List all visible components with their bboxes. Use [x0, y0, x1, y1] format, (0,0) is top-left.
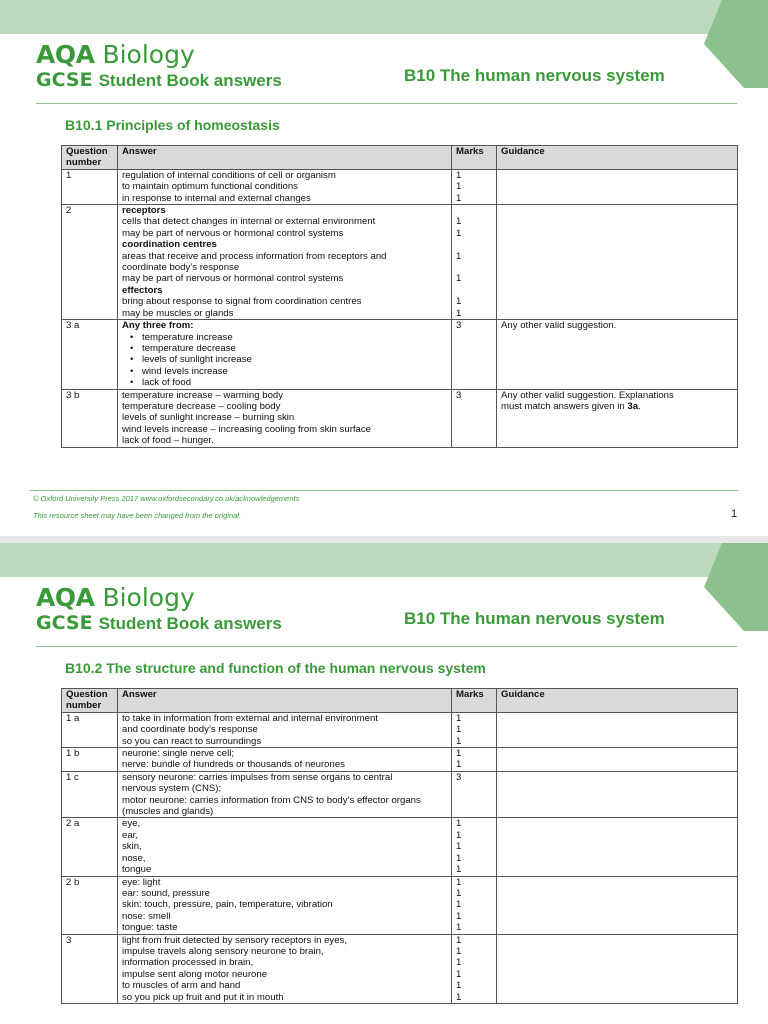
answer-line: to take in information from external and internal environment: [122, 712, 378, 724]
mark-value: 1: [456, 829, 462, 841]
column-header-answer: Answer: [118, 689, 452, 713]
brand-logo: [36, 583, 282, 634]
marks-cell: [452, 320, 497, 389]
brand-gcse: GCSE: [36, 612, 93, 634]
header-corner-tab: [704, 543, 768, 631]
column-header-guidance: Guidance: [497, 689, 738, 713]
column-header-marks: Marks: [452, 689, 497, 713]
table-row: [62, 934, 738, 1003]
mark-value: 1: [456, 307, 462, 319]
answer-line: sensory neurone: carries impulses from sense organs to central: [122, 771, 393, 783]
guidance-cell: [497, 169, 738, 204]
bullet-item: • levels of sunlight increase: [122, 354, 447, 365]
answer-line: ear: sound, pressure: [122, 887, 210, 899]
answer-cell: [118, 712, 452, 747]
question-number: 2 a: [62, 818, 118, 876]
brand-aqa: AQA: [36, 40, 95, 69]
table-row: [62, 712, 738, 747]
guidance-cell: [497, 934, 738, 1003]
marks-cell: [452, 389, 497, 447]
guidance-cell: [497, 876, 738, 934]
guidance-cell: [497, 389, 738, 447]
answer-line: information processed in brain,: [122, 957, 254, 969]
guidance-cell: [497, 712, 738, 747]
answer-line: (muscles and glands): [122, 806, 214, 818]
table-row: [62, 818, 738, 876]
answer-line: nose,: [122, 852, 146, 864]
answer-cell: [118, 934, 452, 1003]
answer-line: so you can react to surroundings: [122, 735, 262, 747]
mark-value: 1: [456, 910, 462, 922]
mark-value: 1: [456, 945, 462, 957]
answer-line: may be part of nervous or hormonal control systems: [122, 273, 344, 285]
answer-line: regulation of internal conditions of cell or organism: [122, 169, 336, 181]
chapter-title: B10 The human nervous system: [404, 609, 665, 628]
header-corner-tab: [704, 0, 768, 88]
mark-value: 1: [456, 227, 462, 239]
answer-line: eye: light: [122, 876, 161, 888]
answers-table: [61, 688, 738, 1004]
mark-value: 3: [456, 389, 462, 401]
marks-cell: [452, 771, 497, 818]
question-number: 1 b: [62, 748, 118, 772]
header-divider: [36, 103, 737, 104]
mark-value: 1: [456, 922, 462, 934]
document-page-2: [0, 543, 768, 1024]
mark-value: 1: [456, 841, 462, 853]
answer-subheading: effectors: [122, 284, 163, 296]
mark-value: 1: [456, 934, 462, 946]
mark-value: 1: [456, 852, 462, 864]
bullet-item: • temperature decrease: [122, 343, 447, 354]
column-header-question: Question number: [62, 689, 118, 713]
table-header-row: [62, 689, 738, 713]
question-number: 1 a: [62, 712, 118, 747]
mark-value: 1: [456, 735, 462, 747]
answer-cell: [118, 876, 452, 934]
mark-value: 1: [456, 712, 462, 724]
answer-line: tongue: [122, 864, 152, 876]
question-number: 1 c: [62, 771, 118, 818]
marks-cell: [452, 876, 497, 934]
answer-line: so you pick up fruit and put it in mouth: [122, 991, 284, 1003]
column-header-marks: Marks: [452, 146, 497, 170]
table-row: [62, 169, 738, 204]
guidance-cell: Any other valid suggestion.: [497, 320, 738, 389]
question-number: 2: [62, 205, 118, 320]
marks-cell: [452, 169, 497, 204]
mark-value: 1: [456, 181, 462, 193]
marks-cell: [452, 934, 497, 1003]
mark-value: 1: [456, 957, 462, 969]
header-divider: [36, 646, 737, 647]
marks-cell: [452, 205, 497, 320]
mark-value: 1: [456, 748, 462, 760]
answer-cell: [118, 389, 452, 447]
table-row: [62, 205, 738, 320]
footer-note: This resource sheet may have been changed from the original.: [33, 511, 242, 520]
answer-line: skin,: [122, 841, 142, 853]
guidance-cell: [497, 748, 738, 772]
question-number: 3: [62, 934, 118, 1003]
mark-value: 1: [456, 980, 462, 992]
answer-line: may be muscles or glands: [122, 307, 234, 319]
column-header-question: Question number: [62, 146, 118, 170]
answer-line: impulse travels along sensory neurone to brain,: [122, 945, 324, 957]
question-number: 2 b: [62, 876, 118, 934]
answers-table: [61, 145, 738, 448]
answer-line: eye,: [122, 818, 141, 830]
mark-value: 1: [456, 991, 462, 1003]
answer-line: light from fruit detected by sensory receptors in eyes,: [122, 934, 348, 946]
brand-gcse: GCSE: [36, 69, 93, 91]
answer-line: in response to internal and external changes: [122, 192, 311, 204]
question-number: 3 b: [62, 389, 118, 447]
page-separator: [0, 536, 768, 543]
mark-value: 3: [456, 320, 462, 332]
guidance-cell: [497, 818, 738, 876]
brand-product: Student Book answers: [98, 71, 282, 90]
section-title: B10.2 The structure and function of the human nervous system: [65, 660, 486, 676]
answer-cell: [118, 818, 452, 876]
bullet-item: • temperature increase: [122, 332, 447, 343]
answer-subheading: coordination centres: [122, 239, 217, 251]
mark-value: 1: [456, 250, 462, 262]
table-row: [62, 748, 738, 772]
answer-line: cells that detect changes in internal or external environment: [122, 216, 376, 228]
brand-logo: [36, 40, 282, 91]
section-title: B10.1 Principles of homeostasis: [65, 117, 280, 133]
marks-cell: [452, 712, 497, 747]
footer-copyright: © Oxford University Press 2017 www.oxfordsecondary.co.uk/acknowledgements: [33, 494, 300, 503]
answer-line: bring about response to signal from coordination centres: [122, 296, 362, 308]
brand-aqa: AQA: [36, 583, 95, 612]
guidance-line: Any other valid suggestion. Explanations: [501, 389, 674, 401]
answer-line: to muscles of arm and hand: [122, 980, 241, 992]
mark-value: 3: [456, 771, 462, 783]
answer-line: may be part of nervous or hormonal control systems: [122, 227, 344, 239]
mark-value: 1: [456, 887, 462, 899]
bullet-item: • lack of food: [122, 377, 447, 388]
answer-line: tongue: taste: [122, 922, 178, 934]
brand-subject: Biology: [102, 40, 195, 69]
answer-line: neurone: single nerve cell;: [122, 748, 234, 760]
table-header-row: [62, 146, 738, 170]
header-banner: [0, 543, 768, 577]
answer-cell: [118, 205, 452, 320]
footer-divider: [30, 490, 738, 491]
answer-cell: [118, 748, 452, 772]
answer-subheading: receptors: [122, 205, 166, 217]
answer-line: lack of food – hunger.: [122, 435, 214, 447]
mark-value: 1: [456, 296, 462, 308]
question-number: 3 a: [62, 320, 118, 389]
answer-subheading: Any three from:: [122, 320, 194, 332]
answer-line: levels of sunlight increase – burning skin: [122, 412, 295, 424]
guidance-line: must match answers given in 3a.: [501, 400, 641, 412]
bullet-item: • wind levels increase: [122, 366, 447, 377]
answer-line: nerve: bundle of hundreds or thousands of neurones: [122, 759, 345, 771]
answer-line: wind levels increase – increasing cooling from skin surface: [122, 423, 372, 435]
column-header-answer: Answer: [118, 146, 452, 170]
column-header-guidance: Guidance: [497, 146, 738, 170]
table-row: [62, 389, 738, 447]
question-number: 1: [62, 169, 118, 204]
mark-value: 1: [456, 864, 462, 876]
page-number: 1: [731, 508, 738, 520]
mark-value: 1: [456, 968, 462, 980]
mark-value: 1: [456, 216, 462, 228]
table-row: [62, 320, 738, 389]
answer-cell: [118, 169, 452, 204]
guidance-cell: [497, 205, 738, 320]
answer-line: coordinate body’s response: [122, 262, 240, 274]
guidance-cell: [497, 771, 738, 818]
mark-value: 1: [456, 724, 462, 736]
mark-value: 1: [456, 818, 462, 830]
mark-value: 1: [456, 169, 462, 181]
answer-line: areas that receive and process information from receptors and: [122, 250, 387, 262]
answer-line: nose: smell: [122, 910, 171, 922]
answer-line: impulse sent along motor neurone: [122, 968, 268, 980]
table-row: [62, 876, 738, 934]
mark-value: 1: [456, 192, 462, 204]
brand-product: Student Book answers: [98, 614, 282, 633]
chapter-title: B10 The human nervous system: [404, 66, 665, 85]
answer-line: and coordinate body’s response: [122, 724, 258, 736]
guidance-reference: 3a: [627, 400, 639, 412]
answer-line: ear,: [122, 829, 139, 841]
answer-line: skin: touch, pressure, pain, temperature, vibration: [122, 899, 333, 911]
answer-cell: [118, 320, 452, 389]
answer-cell: [118, 771, 452, 818]
answer-line: to maintain optimum functional conditions: [122, 181, 298, 193]
mark-value: 1: [456, 876, 462, 888]
answer-line: temperature decrease – cooling body: [122, 400, 281, 412]
marks-cell: [452, 748, 497, 772]
brand-subject: Biology: [102, 583, 195, 612]
answer-line: nervous system (CNS);: [122, 783, 222, 795]
mark-value: 1: [456, 273, 462, 285]
header-banner: [0, 0, 768, 34]
mark-value: 1: [456, 899, 462, 911]
marks-cell: [452, 818, 497, 876]
answer-line: motor neurone: carries information from CNS to body’s effector organs: [122, 794, 421, 806]
answer-line: temperature increase – warming body: [122, 389, 284, 401]
mark-value: 1: [456, 759, 462, 771]
table-row: [62, 771, 738, 818]
